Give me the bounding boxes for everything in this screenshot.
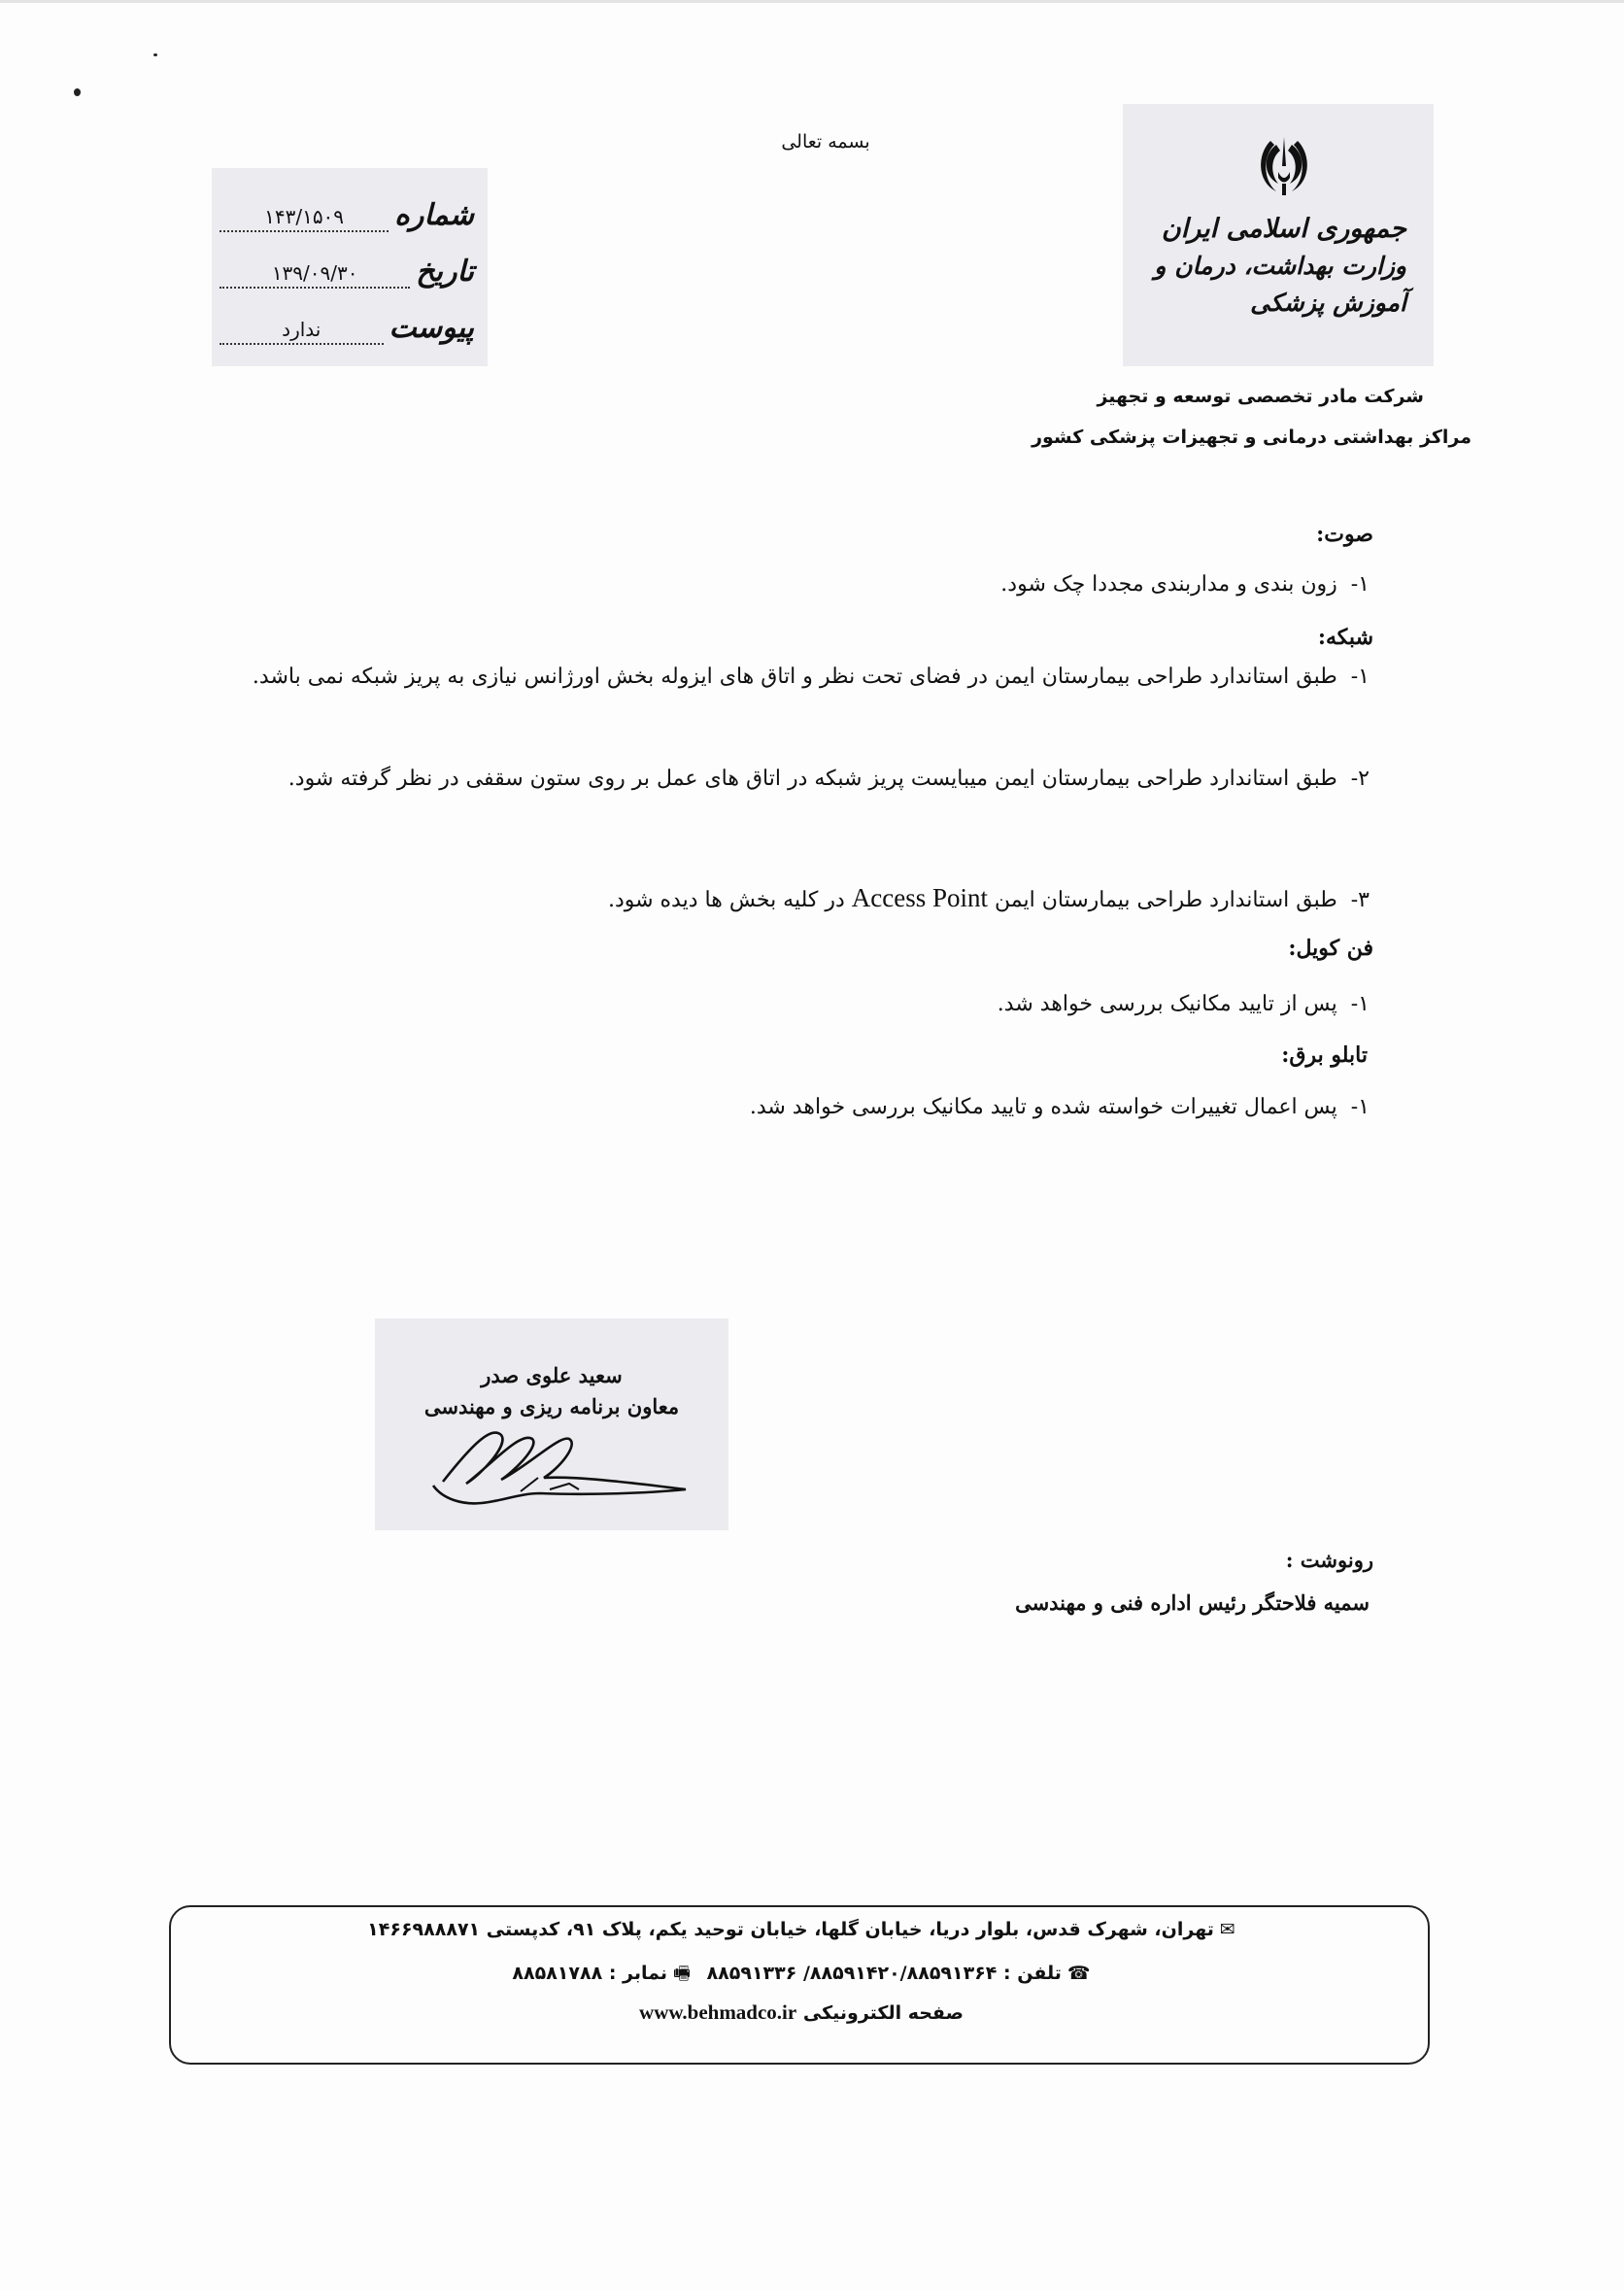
cc-label: رونوشت : <box>1285 1548 1373 1572</box>
company-name-line2: مراکز بهداشتی درمانی و تجهیزات پزشکی کشور <box>1032 427 1472 448</box>
list-item <box>243 570 1370 599</box>
item-number: ۱- <box>1350 572 1370 597</box>
attachment-label: پیوست <box>389 311 474 345</box>
scan-speck <box>74 88 81 96</box>
reference-date-row <box>220 240 474 289</box>
phone-icon: ☎ <box>1066 1963 1091 1984</box>
item-text: پس از تایید مکانیک بررسی خواهد شد. <box>997 992 1337 1016</box>
number-label: شماره <box>394 198 474 232</box>
envelope-icon: ✉ <box>1219 1919 1235 1940</box>
item-text: در کلیه بخش ها دیده شود. <box>607 888 845 912</box>
phone-label: تلفن : <box>1003 1963 1062 1984</box>
list-item <box>243 1093 1370 1122</box>
section-title-fancoil: فن کویل: <box>1288 936 1373 961</box>
list-item <box>243 647 1370 707</box>
item-latin-term: Access Point <box>851 883 989 912</box>
date-label: تاریخ <box>416 255 474 289</box>
item-text: طبق استاندارد طراحی بیمارستان ایمن <box>995 888 1337 912</box>
section-title-network: شبکه: <box>1317 625 1373 650</box>
signature-block <box>375 1318 728 1530</box>
footer-address <box>171 1919 1432 1940</box>
reference-stamp-block <box>212 168 488 366</box>
footer-contact-box <box>169 1905 1430 2065</box>
phone-numbers: ۸۸۵۹۱۴۲۰/۸۸۵۹۱۳۶۴/ ۸۸۵۹۱۳۳۶ <box>706 1963 998 1984</box>
basmala-heading: بسمه تعالی <box>781 131 870 153</box>
date-value: ۱۳۹/۰۹/۳۰ <box>220 261 410 289</box>
item-number: ۲- <box>1350 767 1370 791</box>
company-name-line1: شرکت مادر تخصصی توسعه و تجهیز <box>1097 386 1424 407</box>
fax-label: نمابر : <box>608 1963 667 1984</box>
ministry-title <box>1144 211 1406 322</box>
list-item <box>243 749 1370 809</box>
iran-emblem-icon <box>1257 133 1311 201</box>
handwritten-signature <box>423 1406 695 1513</box>
ministry-line-ministry: وزارت بهداشت، درمان و آموزش پزشکی <box>1154 252 1406 317</box>
item-text: طبق استاندارد طراحی بیمارستان ایمن در فضای تحت نظر و اتاق های ایزوله بخش اورژانس نیازی به پریز شبکه نمی باشد. <box>252 665 1337 689</box>
website-link[interactable]: www.behmadco.ir <box>639 2000 797 2024</box>
section-title-audio: صوت: <box>1316 522 1373 547</box>
reference-number-row <box>220 184 474 232</box>
list-item <box>243 883 1370 915</box>
footer-website <box>171 2000 1432 2025</box>
number-value: ۱۴۳/۱۵۰۹ <box>220 205 389 232</box>
item-number: ۱- <box>1350 992 1370 1016</box>
ministry-emblem-block <box>1123 104 1434 366</box>
item-number: ۱- <box>1350 665 1370 689</box>
item-text: طبق استاندارد طراحی بیمارستان ایمن میبایست پریز شبکه در اتاق های عمل بر روی ستون سقفی در نظر گرفته شود. <box>288 767 1337 791</box>
ministry-line-country: جمهوری اسلامی ایران <box>1161 214 1406 244</box>
signatory-name: سعید علوی صدر <box>481 1363 623 1387</box>
cc-recipient: سمیه فلاحتگر رئیس اداره فنی و مهندسی <box>1015 1590 1370 1615</box>
attachment-value: ندارد <box>220 318 384 345</box>
item-text: پس اعمال تغییرات خواسته شده و تایید مکانیک بررسی خواهد شد. <box>749 1095 1337 1119</box>
reference-attachment-row <box>220 296 474 345</box>
section-title-panel: تابلو برق: <box>1281 1042 1368 1068</box>
footer-phones <box>171 1960 1432 1991</box>
fax-number: ۸۸۵۸۱۷۸۸ <box>512 1963 603 1984</box>
item-text: زون بندی و مداربندی مجددا چک شود. <box>1000 572 1337 597</box>
signatory-role: معاون برنامه ریزی و مهندسی <box>423 1394 680 1418</box>
list-item <box>243 990 1370 1019</box>
item-number: ۳- <box>1350 888 1370 912</box>
scan-speck <box>153 53 157 56</box>
fax-icon: 🖷 <box>673 1963 691 1984</box>
address-text: تهران، شهرک قدس، بلوار دریا، خیابان گلها، خیابان توحید یکم، پلاک ۹۱، کدپستی ۱۴۶۶۹۸۸۸۷۱ <box>367 1919 1214 1940</box>
website-label: صفحه الکترونیکی <box>802 2002 964 2024</box>
item-number: ۱- <box>1350 1095 1370 1119</box>
